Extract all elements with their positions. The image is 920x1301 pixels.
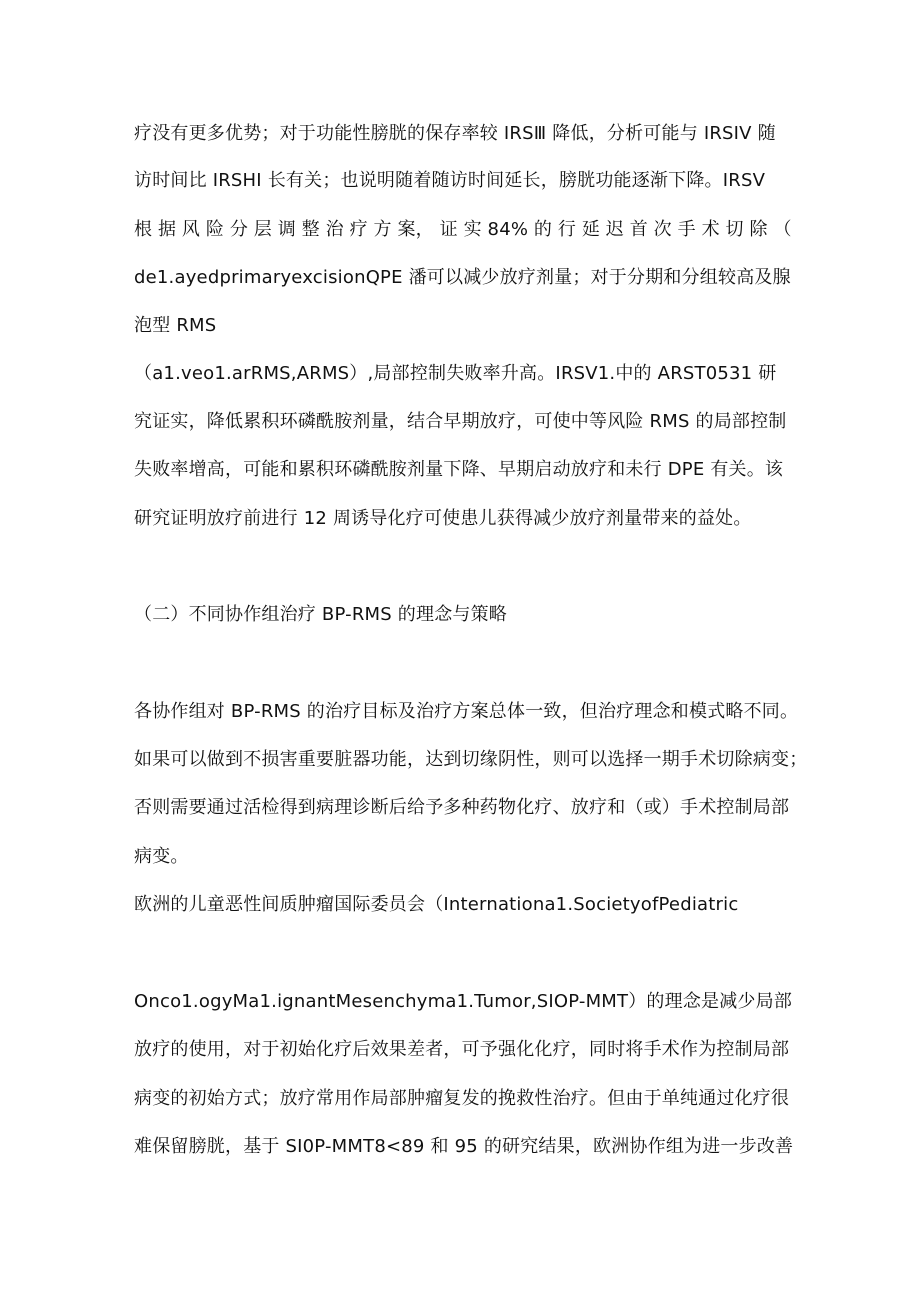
text-line-3-part: （ xyxy=(773,219,792,240)
text-line-4: de1.ayedprimaryexcisionQPE 潘可以减少放疗剂量；对于分期和分组较高及腺 xyxy=(134,267,791,288)
text-line-6: （a1.veo1.arRMS,ARMS）,局部控制失败率升高。IRSV1.中的 ARST0531 研 xyxy=(134,363,777,384)
text-line-3-part: 治 xyxy=(325,219,344,240)
text-line-3-part: 调 xyxy=(277,219,296,240)
text-line-19: 难保留膀胱，基于 SI0P-MMT8<89 和 95 的研究结果，欧洲协作组为进一步改善 xyxy=(134,1136,794,1157)
text-line-1: 疗没有更多优势；对于功能性膀胱的保存率较 IRSⅢ 降低，分析可能与 IRSIV 随 xyxy=(134,123,776,144)
text-line-3-part: 险 xyxy=(205,219,225,240)
text-line-13: 否则需要通过活检得到病理诊断后给予多种药物化疗、放疗和（或）手术控制局部 xyxy=(134,797,790,818)
text-line-3-part: 方 xyxy=(373,219,392,240)
text-line-3-justified xyxy=(134,218,792,242)
text-line-16: Onco1.ogyMa1.ignantMesenchyma1.Tumor,SIOP-MMT）的理念是减少局部 xyxy=(134,991,793,1012)
text-line-3-part: 的 xyxy=(533,219,553,240)
text-line-17: 放疗的使用，对于初始化疗后效果差者，可予强化化疗，同时将手术作为控制局部 xyxy=(134,1039,790,1060)
text-line-7: 究证实，降低累积环磷酰胺剂量，结合早期放疗，可使中等风险 RMS 的局部控制 xyxy=(134,411,787,432)
text-line-3-part: 迟 xyxy=(605,219,624,240)
text-line-3-part: 证 xyxy=(439,219,458,240)
text-line-3-part: 层 xyxy=(253,219,272,240)
text-line-3-part: 分 xyxy=(229,219,249,240)
text-line-12: 如果可以做到不损害重要脏器功能，达到切缘阴性，则可以选择一期手术切除病变； xyxy=(134,749,808,770)
text-line-3-part: 据 xyxy=(157,219,177,240)
text-line-3-part: 延 xyxy=(581,219,601,240)
text-line-8: 失败率增高，可能和累积环磷酰胺剂量下降、早期启动放疗和未行 DPE 有关。该 xyxy=(134,459,784,480)
section-heading: （二）不同协作组治疗 BP-RMS 的理念与策略 xyxy=(134,604,508,625)
text-line-14: 病变。 xyxy=(134,846,189,867)
text-line-3-part: 84% xyxy=(487,219,529,240)
text-line-9: 研究证明放疗前进行 12 周诱导化疗可使患儿获得减少放疗剂量带来的益处。 xyxy=(134,508,752,529)
text-line-2: 访时间比 IRSHI 长有关；也说明随着随访时间延长，膀胱功能逐渐下降。IRSV xyxy=(134,170,766,191)
text-line-3-part: 除 xyxy=(749,219,768,240)
text-line-3-part: 次 xyxy=(653,219,672,240)
text-line-3-part: 疗 xyxy=(349,219,368,240)
text-line-5: 泡型 RMS xyxy=(134,315,217,336)
text-line-18: 病变的初始方式；放疗常用作局部肿瘤复发的挽救性治疗。但由于单纯通过化疗很 xyxy=(134,1088,790,1109)
text-line-3-part: 根 xyxy=(134,219,153,240)
text-line-3-part: 风 xyxy=(181,219,201,240)
text-line-3-part: 案， xyxy=(397,219,434,240)
text-line-11: 各协作组对 BP-RMS 的治疗目标及治疗方案总体一致，但治疗理念和模式略不同。 xyxy=(134,701,799,722)
text-line-3-part: 术 xyxy=(701,219,720,240)
text-line-3-part: 首 xyxy=(629,219,648,240)
text-line-15: 欧洲的儿童恶性间质肿瘤国际委员会（Internationa1.SocietyofPediatric xyxy=(134,894,739,915)
text-line-3-part: 行 xyxy=(557,219,577,240)
text-line-3-part: 切 xyxy=(725,219,744,240)
text-line-3-part: 手 xyxy=(677,219,696,240)
text-line-3-part: 整 xyxy=(301,219,320,240)
text-line-3-part: 实 xyxy=(463,219,482,240)
